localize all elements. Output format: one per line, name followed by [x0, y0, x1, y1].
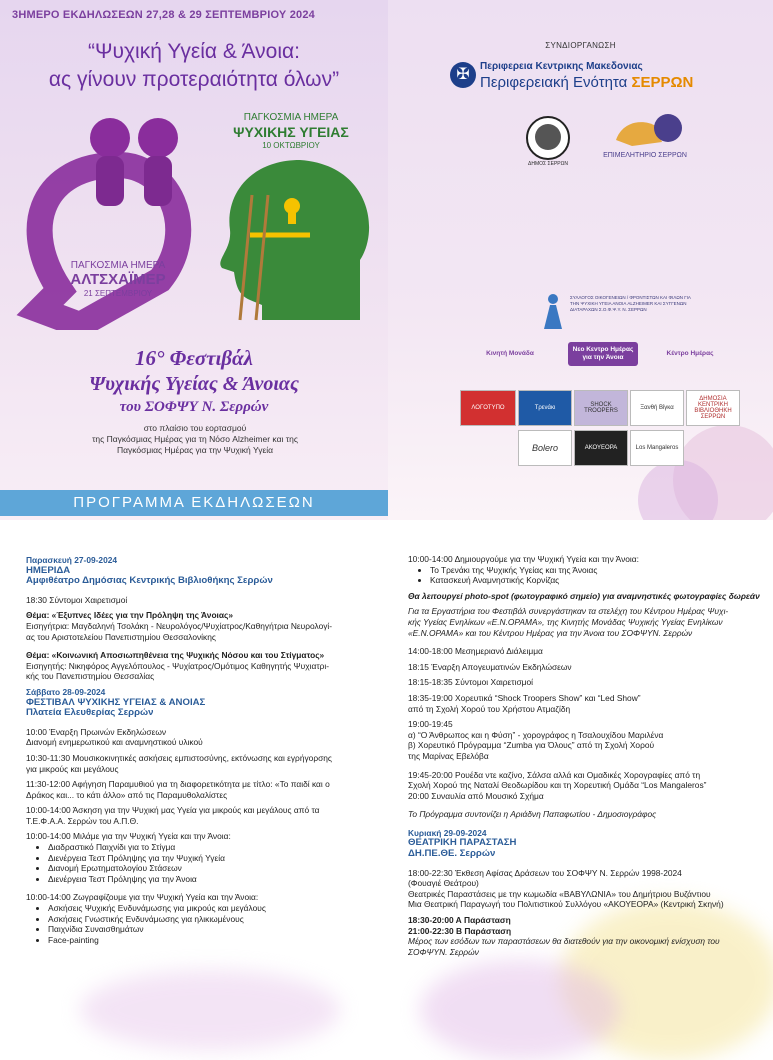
program-item: (Φουαγιέ Θεάτρου): [408, 878, 479, 889]
program-item: από τη Σχολή Χορού του Χρήστου Ατμαζίδη: [408, 703, 571, 714]
alzheimer-line2: ΑΛΤΣΧΑΪΜΕΡ: [70, 271, 166, 288]
wave-decoration: [420, 960, 620, 1060]
alzheimer-line3: 21 ΣΕΠΤΕΜΒΡΙΟΥ: [83, 289, 153, 298]
alzheimer-line1: ΠΑΓΚΟΣΜΙΑ ΗΜΕΡΑ: [70, 260, 166, 271]
slogan-line1: “Ψυχική Υγεία & Άνοια:: [88, 40, 300, 63]
festival-line3: του ΣΟΦΨΥ Ν. Σερρών: [119, 399, 269, 415]
program-item: β) Χορευτικό Πρόγραμμα “Zumba για Όλους” από τη Σχολή Χορού: [408, 740, 655, 751]
sofpsy-logo-icon: [538, 293, 568, 329]
coop-note: κής Υγείας Ενηλίκων «Ε.Ν.ΟΡΑΜΑ», της Κινητής Μονάδας Ψυχικής Υγείας Ενηλίκων: [408, 616, 723, 627]
sponsor-logo-4: Ξανθή Βίγκα: [630, 390, 684, 426]
fri-venue: Αμφιθέατρο Δημόσιας Κεντρικής Βιβλιοθήκης Σερρών: [26, 575, 273, 587]
program-banner: ΠΡΟΓΡΑΜΜΑ ΕΚΔΗΛΩΣΕΩΝ: [0, 490, 388, 516]
sponsor-logo-3: SHOCK TROOPERS: [574, 390, 628, 426]
sun-title: ΘΕΑΤΡΙΚΗ ΠΑΡΑΣΤΑΣΗ: [408, 837, 517, 849]
proceeds-note: Μέρος των εσόδων των παραστάσεων θα διατεθούν για την οικονομική ενίσχυση του: [408, 936, 720, 947]
speaker: Εισηγήτρια: Μαγδαληνή Τσολάκη - Νευρολόγος/Ψυχίατρος/Καθηγήτρια Νευρολογί-: [26, 620, 333, 631]
activity-list: [26, 903, 391, 945]
activity-list: [26, 842, 391, 884]
region-name: Περιφερεια Κεντρικης Μακεδονιας: [480, 61, 643, 72]
speaker: κής του Πανεπιστημίου Θεσσαλίας: [26, 671, 155, 682]
pill-kentro-imeras: Κέντρο Ημέρας: [666, 350, 714, 357]
event-dates: 3ΗΜΕΡΟ ΕΚΔΗΛΩΣΕΩΝ 27,28 & 29 ΣΕΠΤΕΜΒΡΙΟΥ 2024: [12, 9, 315, 21]
dimos-serron-label: ΔΗΜΟΣ ΣΕΡΡΩΝ: [528, 161, 568, 167]
program-item: 14:00-18:00 Μεσημεριανό Διάλειμμα: [408, 646, 543, 657]
alzheimer-day: [8, 260, 228, 298]
program-item: Θεατρικές Παραστάσεις με την κωμωδία «ΒΑΒΥΛΩΝΙΑ» του Δημήτριου Βυζάντιου: [408, 888, 711, 899]
festival-sub3: Παγκόσμιας Ημέρας για την Ψυχική Υγεία: [116, 445, 274, 455]
coordinator-note: Το Πρόγραμμα συντονίζει η Αριάδνη Παπαφωτίου - Δημοσιογράφος: [408, 809, 657, 820]
program-item: 20:00 Συναυλία από Μουσικό Σχήμα: [408, 790, 544, 801]
regional-unit-serres: ΣΕΡΡΩΝ: [631, 74, 694, 91]
program-item: 18:15 Έναρξη Απογευματινών Εκδηλώσεων: [408, 661, 572, 672]
festival-line1: 16° Φεστιβάλ: [134, 346, 253, 370]
regional-unit-prefix: Περιφερειακή Ενότητα: [480, 74, 632, 91]
program-item: Δράκος και... το κάτι άλλο» από τις Παραμυθολαλίστες: [26, 789, 228, 800]
day-heading-sunday: Κυριακή 29-09-2024: [408, 827, 487, 838]
program-item: 19:45-20:00 Ρουέδα ντε καζίνο, Σάλσα αλλά και Ομαδικές Χορογραφίες από τη: [408, 769, 701, 780]
program-item: 10:00-14:00 Άσκηση για την Ψυχική μας Υγεία για μικρούς και μεγάλους από τα: [26, 805, 320, 816]
program-item: 10:00-14:00 Δημιουργούμε για την Ψυχική Υγεία και την Άνοια:: [408, 554, 639, 564]
list-item: • Διανομή Ερωτηματολογίου Στάσεων: [48, 863, 391, 874]
program-left-column: [26, 555, 391, 945]
wave-decoration: [80, 970, 340, 1050]
sun-venue: ΔΗ.ΠΕ.ΘΕ. Σερρών: [408, 848, 496, 860]
slogan-line2: ας γίνουν προτεραιότητα όλων”: [48, 68, 340, 91]
festival-sub2: της Παγκόσμιας Ημέρας για τη Νόσο Alzheimer και της: [92, 434, 298, 444]
coorg-label: ΣΥΝΔΙΟΡΓΑΝΩΣΗ: [545, 41, 616, 50]
program-item: 19:00-19:45: [408, 719, 453, 730]
proceeds-note: ΣΟΦΨΥΝ. Σερρών: [408, 946, 479, 957]
mental-health-day: [206, 112, 376, 150]
program-item: 18:35-19:00 Χορευτικά “Shock Troopers Show” και “Led Show”: [408, 692, 641, 703]
program-item: 11:30-12:00 Αφήγηση Παραμυθιού για τη διαφορετικότητα με τίτλο: «Το παιδί και ο: [26, 779, 330, 790]
list-item: • Ασκήσεις Ψυχικής Ενδυνάμωσης για μικρούς και μεγάλους: [48, 903, 391, 914]
mh-line1: ΠΑΓΚΟΣΜΙΑ ΗΜΕΡΑ: [243, 112, 339, 123]
sponsor-logo-8: Los Mangaleros: [630, 430, 684, 466]
day-heading-saturday: Σάββατο 28-09-2024: [26, 686, 106, 697]
program-item: Μια Θεατρική Παραγωγή του Πολιτιστικού Συλλόγου «ΑΚΟΥΕΟΡΑ» (Κεντρική Σκηνή): [408, 899, 724, 910]
program-item: για μικρούς και μεγάλους: [26, 763, 119, 774]
sponsor-logo-7: ΑΚΟΥΕΟΡΑ: [574, 430, 628, 466]
list-item: • Διενέργεια Τεστ Πρόληψης για την Ψυχική Υγεία: [48, 853, 391, 864]
list-item: • Το Τρενάκι της Ψυχικής Υγείας και της Άνοιας: [430, 565, 768, 576]
day-heading-friday: Παρασκευή 27-09-2024: [26, 555, 118, 565]
mh-line3: 10 ΟΚΤΩΒΡΙΟΥ: [262, 141, 320, 150]
list-item: • Κατασκευή Αναμνηστικής Κορνίζας: [430, 575, 768, 586]
program-item: 18:30-20:00 Α Παράσταση: [408, 915, 511, 926]
program-right-column: [408, 554, 768, 957]
sponsor-logo-2: Τρενάκι: [518, 390, 572, 426]
fri-title: ΗΜΕΡΙΔΑ: [26, 564, 71, 576]
epimelitirio-label: ΕΠΙΜΕΛΗΤΗΡΙΟ ΣΕΡΡΩΝ: [603, 152, 687, 159]
coop-note: Για τα Εργαστήρια του Φεστιβάλ συνεργάστηκαν τα στελέχη του Κέντρου Ημέρας Ψυχι-: [408, 606, 729, 617]
program-item: 18:15-18:35 Σύντομοι Χαιρετισμοί: [408, 677, 533, 688]
poster-top: [0, 0, 773, 520]
program-item: α) “Ο Άνθρωπος και η Φύση” - χορογράφος η Τσαλουχίδου Μαριλένα: [408, 729, 664, 740]
program-item: 18:00-22:30 Έκθεση Αφίσας Δράσεων του ΣΟΦΨΥ Ν. Σερρών 1998-2024: [408, 867, 682, 878]
festival-line2: Ψυχικής Υγείας & Άνοιας: [89, 373, 299, 395]
pill-neo-kentro: Νεο Κεντρο Ημέρας για την Άνοια: [568, 342, 638, 366]
program-item: 21:00-22:30 Β Παράσταση: [408, 925, 512, 936]
activity-list: [408, 565, 768, 586]
sat-venue: Πλατεία Ελευθερίας Σερρών: [26, 707, 154, 719]
sofpsy-label: ΣΥΛΛΟΓΟΣ ΟΙΚΟΓΕΝΕΙΩΝ / ΦΡΟΝΤΙΣΤΩΝ ΚΑΙ ΦΙΛΩΝ ΓΙΑ ΤΗΝ ΨΥΧΙΚΗ ΥΓΕΙΑ ΑΝΟΙΑ ALZHEIMER ΚΑΙ ΣΥΓΓΕΝΩΝ ΔΙΑΤΑΡΑΧΩΝ Σ.Ο.Φ.Ψ.Υ. Ν. ΣΕΡΡΩΝ: [570, 295, 691, 312]
festival-sub1: στο πλαίσιο του εορτασμού: [143, 423, 247, 433]
program-item: Σχολή Χορού της Ναταλί Θεοδωρίδου και τη Χορευτική Ομάδα “Los Mangaleros”: [408, 780, 707, 791]
speaker: ας του Αριστοτελείου Πανεπιστημίου Θεσσαλονίκης: [26, 631, 216, 642]
program-item: 18:30 Σύντομοι Χαιρετισμοί: [26, 594, 128, 605]
list-item: • Face-painting: [48, 935, 391, 946]
sat-title: ΦΕΣΤΙΒΑΛ ΨΥΧΙΚΗΣ ΥΓΕΙΑΣ & ΑΝΟΙΑΣ: [26, 696, 206, 708]
mh-line2: ΨΥΧΙΚΗΣ ΥΓΕΙΑΣ: [233, 124, 349, 140]
sponsor-logo-6: Bolero: [518, 430, 572, 466]
program-item: της Μαρίνας Εβελόβα: [408, 750, 489, 761]
pill-kiniti-monada: Κινητή Μονάδα: [486, 350, 534, 357]
coop-note: «Ε.Ν.ΟΡΑΜΑ» και του Κέντρου Ημέρας για την Άνοια του ΣΟΦΨΥΝ. Σερρών: [408, 627, 693, 638]
list-item: • Διενέργεια Τεστ Πρόληψης για την Άνοια: [48, 874, 391, 885]
sponsor-logo-1: ΛΟΓΟΤΥΠΟ: [460, 390, 516, 426]
epimelitirio-logo-icon: [612, 112, 684, 152]
program-item: Διανομή ενημερωτικού και αναμνηστικού υλικού: [26, 737, 203, 748]
program-item: 10:00-14:00 Μιλάμε για την Ψυχική Υγεία και την Άνοια:: [26, 831, 231, 842]
sponsor-logo-5: ΔΗΜΟΣΙΑ ΚΕΝΤΡΙΚΗ ΒΙΒΛΙΟΘΗΚΗ ΣΕΡΡΩΝ: [686, 390, 740, 426]
dimos-serron-logo-icon: [525, 115, 571, 161]
program-item: 10:00-14:00 Ζωγραφίζουμε για την Ψυχική Υγεία και την Άνοια:: [26, 892, 259, 903]
speaker: Εισηγητής: Νικηφόρος Αγγελόπουλος - Ψυχίατρος/Ομότιμος Καθηγητής Ψυχιατρι-: [26, 660, 330, 671]
list-item: • Ασκήσεις Γνωστικής Ενδυνάμωσης για ηλικιωμένους: [48, 914, 391, 925]
program-item: 10:00 Έναρξη Πρωινών Εκδηλώσεων: [26, 726, 167, 737]
regional-unit: [480, 74, 693, 91]
program-item: Τ.Ε.Φ.Α.Α. Σερρών του Α.Π.Θ.: [26, 815, 139, 826]
theme-title: Θέμα: «Έξυπνες Ιδέες για την Πρόληψη της Άνοιας»: [26, 610, 234, 621]
list-item: • Παιχνίδια Συναισθημάτων: [48, 924, 391, 935]
greek-emblem-icon: ✠: [450, 62, 476, 88]
photo-spot-note: Θα λειτουργεί photo-spot (φωτογραφικό σημείο) για αναμνηστικές φωτογραφίες δωρεάν: [408, 590, 760, 601]
program-item: 10:30-11:30 Μουσικοκινητικές ασκήσεις εμπιστοσύνης, εκτόνωσης και εγρήγορσης: [26, 752, 332, 763]
list-item: • Διαδραστικό Παιχνίδι για το Στίγμα: [48, 842, 391, 853]
theme-title: Θέμα: «Κοινωνική Αποσιωπηθένεια της Ψυχικής Νόσου και του Στίγματος»: [26, 650, 325, 661]
